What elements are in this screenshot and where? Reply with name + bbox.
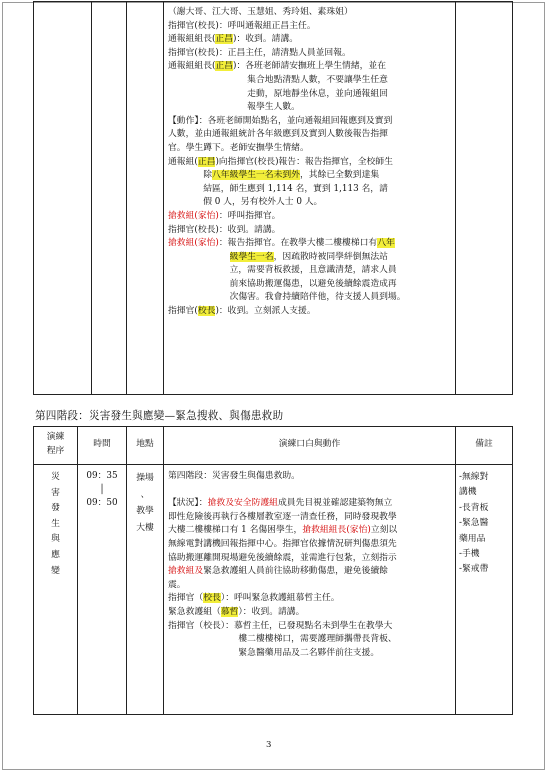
stage4-script-text: 慕哲 bbox=[220, 606, 239, 617]
program-char: 與 bbox=[51, 534, 60, 545]
stage4-script-line bbox=[168, 647, 453, 661]
header-program bbox=[34, 431, 77, 458]
upper-col-place-border bbox=[126, 1, 127, 395]
upper-line bbox=[168, 251, 453, 265]
note-line: 藥用品 bbox=[459, 533, 486, 544]
stage4-script-line bbox=[168, 470, 453, 484]
header-script: 演練口白與動作 bbox=[278, 439, 341, 449]
stage4-script-line bbox=[168, 552, 453, 566]
upper-text: 通報組( bbox=[168, 156, 198, 167]
upper-line bbox=[168, 47, 453, 61]
stage4-script-text: 樓二樓樓梯口，需要護理師攜帶長背板、 bbox=[168, 634, 397, 645]
program-char: 生 bbox=[51, 518, 60, 529]
stage4-script-text: ）：收到。請講。 bbox=[238, 606, 305, 617]
upper-text: 指揮官(校長)：正昌主任，請清點人員並回報。 bbox=[168, 47, 351, 58]
note-line: -緊戒帶 bbox=[459, 564, 489, 575]
upper-line bbox=[168, 115, 453, 129]
program-char: 害 bbox=[51, 487, 60, 498]
upper-table-right-border bbox=[512, 1, 513, 395]
upper-text: ，因疏散時被同學絆倒無法站 bbox=[273, 251, 388, 262]
upper-text: 正昌 bbox=[215, 61, 234, 72]
stage4-table-bottom-border bbox=[33, 714, 513, 715]
time-end: 09：50 bbox=[86, 498, 118, 509]
stage4-script-line bbox=[168, 524, 453, 538]
upper-text: 走動，原地靜坐休息，並向通報組回 bbox=[168, 88, 388, 99]
upper-text: 指揮官(校長)：呼叫通報組正昌主任。 bbox=[168, 20, 316, 31]
upper-text: 結區，師生應到 1,114 名，實到 1,113 名，請 bbox=[168, 183, 388, 194]
program-char: 災 bbox=[51, 472, 60, 482]
upper-line bbox=[168, 88, 453, 102]
upper-text: 【動作】：各班老師開始點名，並向通報組回報應到及實到 bbox=[168, 115, 393, 126]
upper-table-top-border bbox=[33, 1, 512, 2]
upper-text: ，其餘已全數到達集 bbox=[299, 170, 380, 181]
note-line: -長背板 bbox=[459, 502, 489, 513]
place-line: 、 bbox=[140, 489, 150, 500]
stage4-title: 第四階段：災害發生與應變—緊急搜救、與傷患救助 bbox=[35, 410, 284, 422]
upper-text: 八年級學生一名未到外 bbox=[212, 170, 300, 181]
note-line: -手機 bbox=[459, 549, 480, 560]
stage4-script-text: 校長 bbox=[203, 593, 221, 604]
upper-text: 通報組組長( bbox=[168, 61, 216, 72]
upper-line bbox=[168, 20, 453, 34]
stage4-script-text: 指揮官（ bbox=[168, 593, 204, 604]
upper-text: 假 0 人，另有校外人士 0 人。 bbox=[168, 197, 323, 208]
stage4-script-text bbox=[168, 485, 171, 495]
upper-text: 前來協助搬運傷患，以避免後續餘震造成再 bbox=[168, 278, 397, 289]
upper-text: )：收到。請講。 bbox=[233, 34, 299, 45]
upper-text: 除 bbox=[168, 170, 212, 181]
note-line: -無線對 bbox=[459, 472, 489, 482]
upper-text: 立，需要背板救援，且意識清楚，請求人員 bbox=[168, 265, 397, 276]
stage4-script-text: 緊急醫藥用品及二名夥伴前往支援。 bbox=[168, 647, 380, 658]
upper-text: 人數，並由通報組統計各年級應到及實到人數後報告指揮 bbox=[168, 129, 388, 140]
upper-line bbox=[168, 264, 453, 278]
header-program-line1: 演練 bbox=[46, 432, 65, 442]
stage4-script-text: 立刻以 bbox=[370, 525, 398, 536]
stage4-script-text: 搶救組及 bbox=[168, 566, 204, 577]
upper-line bbox=[168, 142, 453, 156]
stage4-script-text: 指揮官（校長）：慕哲主任，已發現點名未到學生在教學大 bbox=[168, 620, 393, 631]
upper-text: 八年 bbox=[377, 238, 395, 249]
program-char: 發 bbox=[51, 503, 60, 514]
stage4-script-line bbox=[168, 565, 453, 579]
upper-col-script-border bbox=[163, 1, 164, 395]
upper-line bbox=[168, 169, 453, 183]
upper-text bbox=[168, 252, 230, 262]
upper-line bbox=[168, 128, 453, 142]
upper-text: )向指揮官(校長)報告：報告指揮官，全校師生 bbox=[215, 156, 393, 167]
upper-text: 正昌 bbox=[215, 34, 234, 45]
upper-text: )：各班老師請安撫班上學生情緒，並在 bbox=[233, 61, 387, 72]
stage4-script-line bbox=[168, 511, 453, 525]
stage4-col-script-border bbox=[163, 426, 164, 715]
note-line: 講機 bbox=[459, 487, 477, 498]
stage4-script-text: 即性危險後再執行各樓層教室逐一清查任務，同時發現教學 bbox=[168, 511, 397, 522]
upper-text: 級學生一名 bbox=[229, 251, 274, 262]
stage4-script-line bbox=[168, 592, 453, 606]
stage4-script-text: 搶救及安全防護組 bbox=[207, 498, 278, 509]
program-char: 應 bbox=[51, 549, 60, 560]
stage4-script-text: 緊急救護組人員前往協助移動傷患，避免後續餘 bbox=[203, 566, 388, 577]
stage4-script-text: 搶救組組長(家怡) bbox=[302, 525, 371, 536]
upper-line bbox=[168, 305, 453, 319]
stage4-script-text: 緊急救護組（ bbox=[168, 606, 221, 617]
upper-text: ：呼叫指揮官。 bbox=[218, 210, 281, 221]
upper-text: 通報組組長( bbox=[168, 34, 216, 45]
stage4-script-line bbox=[168, 497, 453, 511]
upper-col-note-border bbox=[455, 1, 456, 395]
stage4-script-text: 震。 bbox=[168, 579, 186, 590]
upper-line bbox=[168, 101, 453, 115]
page-number: 3 bbox=[266, 740, 272, 750]
program-char: 變 bbox=[51, 565, 60, 576]
upper-line bbox=[168, 60, 453, 74]
upper-line bbox=[168, 237, 453, 251]
stage4-col-note-border bbox=[455, 426, 456, 715]
notes-cell bbox=[459, 470, 511, 578]
stage4-script-line bbox=[168, 606, 453, 620]
upper-line bbox=[168, 74, 453, 88]
stage4-script-line bbox=[168, 538, 453, 552]
upper-text: 校長 bbox=[197, 306, 216, 317]
stage4-script-block bbox=[168, 470, 453, 660]
stage4-script-text: 第四階段：災害發生與傷患救助。 bbox=[168, 471, 300, 481]
upper-line bbox=[168, 224, 453, 238]
stage4-script-text: ）：呼叫緊急救護組慕哲主任。 bbox=[220, 593, 340, 604]
stage4-table-right-border bbox=[512, 426, 513, 715]
upper-text: 指揮官( bbox=[168, 306, 198, 317]
header-time: 時間 bbox=[93, 439, 111, 449]
time-start: 09：35 bbox=[86, 471, 118, 481]
upper-text: 次傷害。我會持續陪伴他，待支援人員到場。 bbox=[168, 292, 406, 303]
stage4-script-text: 大樓二樓樓梯口有 1 名傷困學生， bbox=[168, 525, 303, 536]
upper-line bbox=[168, 210, 453, 224]
upper-line bbox=[168, 183, 453, 197]
upper-col-time-border bbox=[91, 1, 92, 395]
upper-text: 官。學生蹲下。老師安撫學生情緒。 bbox=[168, 142, 309, 153]
upper-text: )：收到。立刻派人支援。 bbox=[215, 306, 316, 317]
upper-line bbox=[168, 33, 453, 47]
time-separator: │ bbox=[99, 484, 105, 495]
time-cell bbox=[78, 470, 126, 511]
stage4-script-line bbox=[168, 579, 453, 593]
upper-line bbox=[168, 6, 453, 20]
upper-table-left-border bbox=[33, 1, 34, 395]
place-line: 操場 bbox=[136, 473, 154, 483]
header-program-line2: 程序 bbox=[46, 445, 65, 456]
header-place: 地點 bbox=[136, 439, 154, 449]
place-cell bbox=[127, 470, 163, 536]
stage4-script-text: 成員先目視並確認建築物無立 bbox=[277, 498, 393, 509]
stage4-script-line bbox=[168, 633, 453, 647]
upper-text: 搶救組(家怡) bbox=[168, 210, 219, 221]
upper-line bbox=[168, 196, 453, 210]
upper-text: ：報告指揮官。在教學大樓二樓樓梯口有 bbox=[218, 238, 378, 249]
upper-text: （謝大哥、江大哥、玉慧姐、秀玲姐、素珠姐） bbox=[168, 7, 353, 17]
stage4-script-text: 【狀況】： bbox=[168, 498, 208, 509]
upper-line bbox=[168, 291, 453, 305]
upper-text: 報學生人數。 bbox=[168, 102, 300, 113]
stage4-script-line bbox=[168, 620, 453, 634]
header-note: 備註 bbox=[475, 439, 493, 449]
stage4-table-top-border bbox=[33, 426, 513, 427]
upper-line bbox=[168, 156, 453, 170]
place-line: 教學 bbox=[136, 506, 154, 517]
upper-line bbox=[168, 278, 453, 292]
upper-text: 集合地點清點人數，不要讓學生任意 bbox=[168, 74, 388, 85]
stage4-script-text: 無線電對講機回報指揮中心。指揮官依據情況研判傷患須先 bbox=[168, 538, 397, 549]
upper-text: 指揮官(校長)：收到。請講。 bbox=[168, 224, 281, 235]
program-cell bbox=[34, 470, 77, 579]
upper-text: 搶救組(家怡) bbox=[168, 238, 219, 249]
place-line: 大樓 bbox=[136, 522, 154, 533]
upper-script-block bbox=[168, 6, 453, 319]
stage4-header-bottom-border bbox=[33, 464, 513, 465]
stage4-script-text: 協助搬運離開現場避免後續餘震，並需進行包紮，立刻指示 bbox=[168, 552, 397, 563]
upper-text: 正昌 bbox=[197, 156, 216, 167]
upper-table-bottom-border bbox=[33, 394, 513, 395]
note-line: -緊急醫 bbox=[459, 518, 489, 529]
stage4-script-line bbox=[168, 484, 453, 498]
